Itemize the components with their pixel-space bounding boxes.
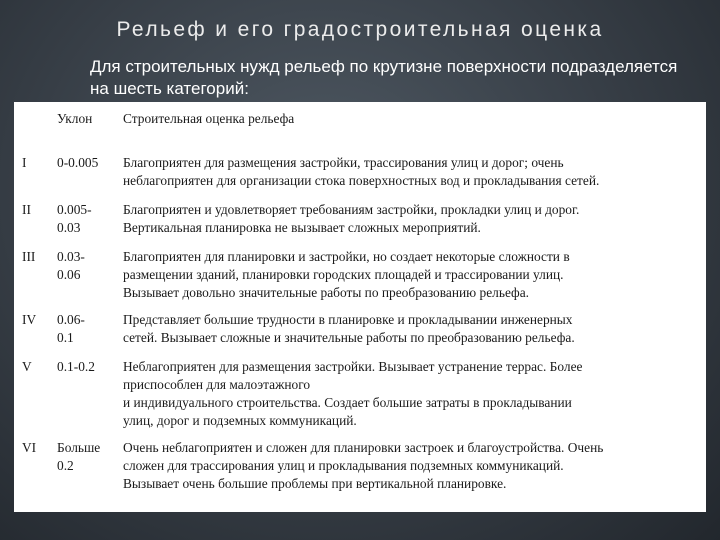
slope-line: 0.005- 0.03 bbox=[57, 202, 92, 235]
row-assessment bbox=[123, 358, 695, 430]
assessment-line: Неблагоприятен для размещения застройки. Вызывает устранение террас. Более bbox=[123, 359, 583, 374]
assessment-line: Вызывает очень большие проблемы при вертикальной планировке. bbox=[123, 476, 507, 491]
assessment-line: сетей. Вызывает сложные и значительные работы по преобразованию рельефа. bbox=[123, 330, 575, 345]
row-assessment bbox=[123, 248, 695, 302]
assessment-line: Вызывает довольно значительные работы по преобразованию рельефа. bbox=[123, 285, 530, 300]
intro-text: Для строительных нужд рельеф по крутизне поверхности подразделяется на шесть категорий: bbox=[90, 57, 678, 98]
slide-title: Рельеф и его градостроительная оценка bbox=[116, 18, 604, 41]
relief-table bbox=[14, 102, 706, 512]
header-assessment: Строительная оценка рельефа bbox=[123, 111, 295, 126]
assessment-line: Очень неблагоприятен и сложен для планировки застроек и благоустройства. Очень bbox=[123, 440, 604, 455]
row-category: III bbox=[22, 249, 36, 264]
assessment-line: Благоприятен для планировки и застройки, но создает некоторые сложности в bbox=[123, 249, 570, 264]
assessment-line: Благоприятен для размещения застройки, трассирования улиц и дорог; очень bbox=[123, 155, 564, 170]
row-slope bbox=[57, 311, 122, 347]
assessment-line: приспособлен для малоэтажного bbox=[123, 377, 311, 392]
row-category: VI bbox=[22, 440, 37, 455]
row-category: V bbox=[22, 359, 32, 374]
assessment-line: размещении зданий, планировки городских площадей и трассировании улиц. bbox=[123, 267, 564, 282]
row-slope: 0-0.005 bbox=[57, 155, 99, 170]
assessment-line: и индивидуального строительства. Создает большие затраты в прокладывании bbox=[123, 395, 572, 410]
slope-line: 0.03- 0.06 bbox=[57, 249, 85, 282]
row-category: II bbox=[22, 202, 31, 217]
row-category: IV bbox=[22, 312, 37, 327]
row-assessment bbox=[123, 154, 695, 190]
assessment-line: Благоприятен и удовлетворяет требованиям застройки, прокладки улиц и дорог. bbox=[123, 202, 580, 217]
assessment-line: сложен для трассирования улиц и прокладывания подземных коммуникаций. bbox=[123, 458, 564, 473]
slope-line: 0.06- 0.1 bbox=[57, 312, 85, 345]
row-slope: 0.1-0.2 bbox=[57, 359, 95, 374]
assessment-line: Вертикальная планировка не вызывает сложных мероприятий. bbox=[123, 220, 481, 235]
assessment-line: Представляет большие трудности в планировке и прокладывании инженерных bbox=[123, 312, 573, 327]
header-slope: Уклон bbox=[57, 111, 93, 126]
assessment-line: улиц, дорог и подземных коммуникаций. bbox=[123, 413, 357, 428]
assessment-line: неблагоприятен для организации стока поверхностных вод и прокладывания сетей. bbox=[123, 173, 600, 188]
row-slope bbox=[57, 248, 122, 284]
row-category: I bbox=[22, 155, 27, 170]
row-slope bbox=[57, 439, 122, 475]
row-assessment bbox=[123, 311, 695, 347]
row-assessment bbox=[123, 201, 695, 237]
slope-line: Больше 0.2 bbox=[57, 440, 101, 473]
row-slope bbox=[57, 201, 122, 237]
row-assessment bbox=[123, 439, 695, 493]
